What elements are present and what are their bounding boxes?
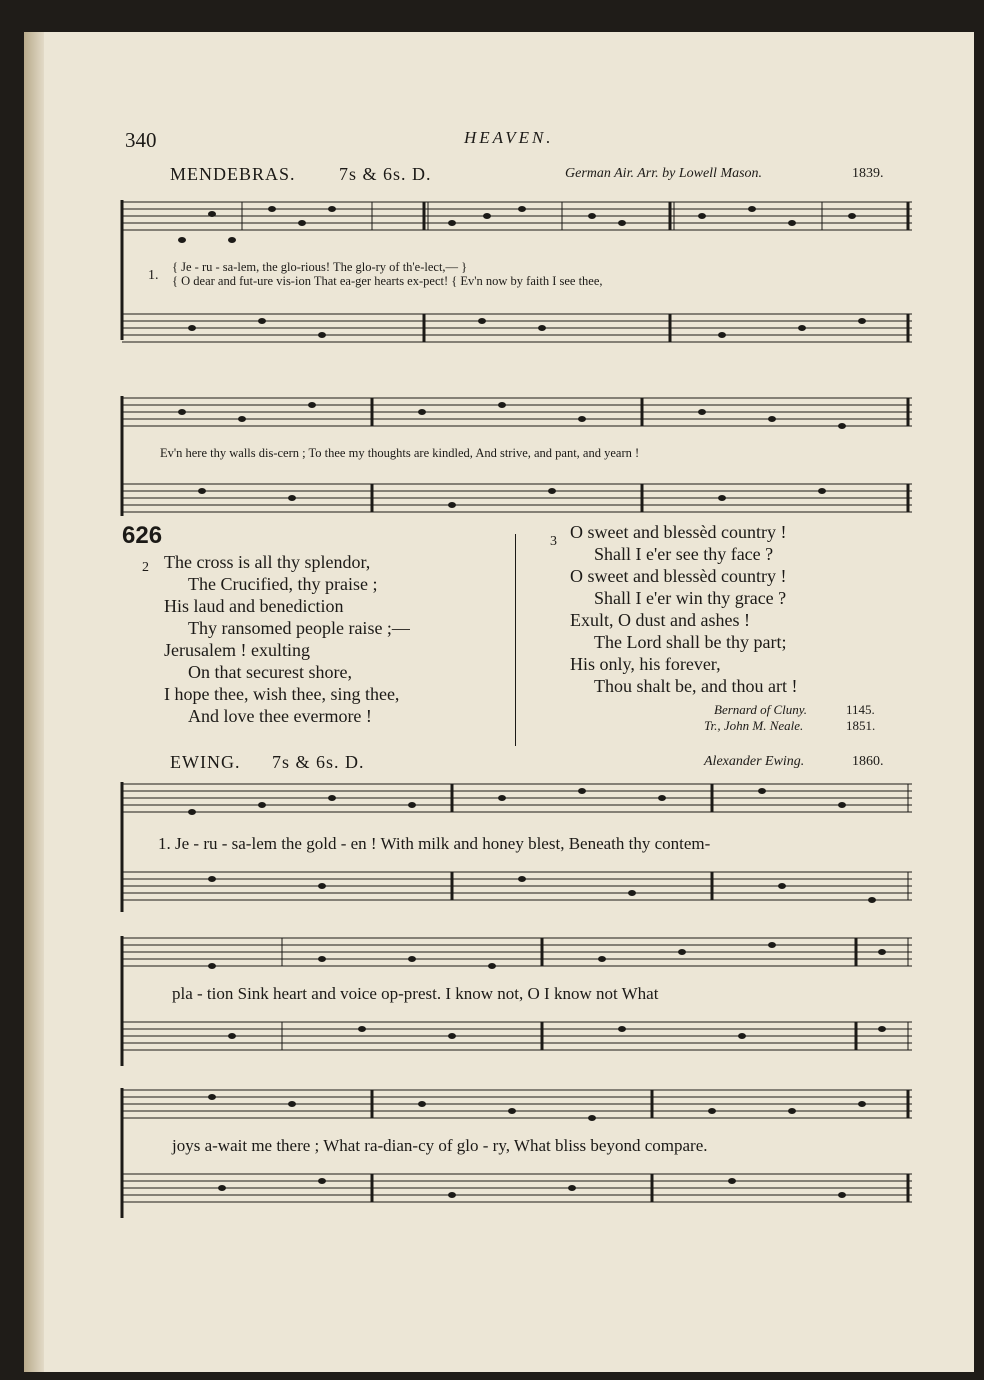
bass-staff — [122, 1020, 912, 1060]
stanza-line: O sweet and blessèd country ! — [570, 566, 787, 586]
running-head: HEAVEN. — [464, 128, 554, 147]
stanza-line: I hope thee, wish thee, sing thee, — [164, 684, 400, 704]
hymn-number: 626 — [122, 522, 163, 549]
bass-staff — [122, 870, 912, 910]
bass-staff — [122, 482, 912, 522]
treble-staff — [122, 1088, 912, 1128]
lyrics-line: joys a-wait me there ; What ra-dian-cy of glo - ry, What bliss beyond compare. — [172, 1136, 708, 1155]
author-year: 1145. — [846, 702, 875, 717]
stanza-line: The Crucified, thy praise ; — [188, 574, 378, 594]
stanza-line: His only, his forever, — [570, 654, 721, 674]
tune-credit-mendebras: German Air. Arr. by Lowell Mason. — [565, 166, 763, 181]
stanza-line: Exult, O dust and ashes ! — [570, 610, 750, 630]
tune-credit-ewing: Alexander Ewing. — [704, 754, 805, 769]
tune-meter-ewing: 7s & 6s. D. — [272, 752, 365, 772]
stanza-line: On that securest shore, — [188, 662, 352, 682]
stanza-line: And love thee evermore ! — [188, 706, 372, 726]
column-divider — [515, 534, 516, 746]
tune-name-ewing: EWING. — [170, 752, 241, 772]
stanza-line: The cross is all thy splendor, — [164, 552, 371, 572]
author-attribution: Bernard of Cluny. — [714, 702, 808, 717]
bass-staff — [122, 312, 912, 352]
stanza-number: 2 — [142, 560, 149, 575]
tune-name-mendebras: MENDEBRAS. — [170, 164, 296, 184]
tune-year-ewing: 1860. — [852, 754, 884, 769]
bass-staff — [122, 1172, 912, 1212]
tune-year-mendebras: 1839. — [852, 166, 884, 181]
lyrics-line: pla - tion Sink heart and voice op-prest. I know not, O I know not What — [172, 984, 659, 1003]
page-gutter — [24, 32, 44, 1372]
stanza-line: Thy ransomed people raise ;— — [188, 618, 410, 638]
treble-staff — [122, 396, 912, 436]
treble-staff — [122, 936, 912, 976]
verse-number: 1. — [148, 268, 159, 283]
lyrics-line: Ev'n here thy walls dis-cern ; To thee my thoughts are kindled, And strive, and pant, and yearn ! — [160, 446, 640, 460]
stanza-line: The Lord shall be thy part; — [594, 632, 787, 652]
lyrics-line: 1. Je - ru - sa-lem the gold - en ! With milk and honey blest, Beneath thy contem- — [158, 834, 711, 853]
hymnal-page — [24, 32, 974, 1372]
page-number: 340 — [125, 128, 157, 152]
stanza-line: Shall I e'er win thy grace ? — [594, 588, 787, 608]
translator-year: 1851. — [846, 718, 876, 733]
stanza-line: His laud and benediction — [164, 596, 344, 616]
stanza-line: Thou shalt be, and thou art ! — [594, 676, 798, 696]
treble-staff — [122, 782, 912, 822]
stanza-number: 3 — [550, 534, 557, 549]
lyrics-line: { Je - ru - sa-lem, the glo-rious! The glo-ry of th'e-lect,— } — [172, 260, 468, 274]
tune-meter-mendebras: 7s & 6s. D. — [339, 164, 432, 184]
stanza-line: Shall I e'er see thy face ? — [594, 544, 774, 564]
stanza-line: Jerusalem ! exulting — [164, 640, 310, 660]
stanza-line: O sweet and blessèd country ! — [570, 522, 787, 542]
lyrics-line: { O dear and fut-ure vis-ion That ea-ger hearts ex-pect! { Ev'n now by faith I see thee, — [172, 274, 603, 288]
translator-attribution: Tr., John M. Neale. — [704, 718, 804, 733]
